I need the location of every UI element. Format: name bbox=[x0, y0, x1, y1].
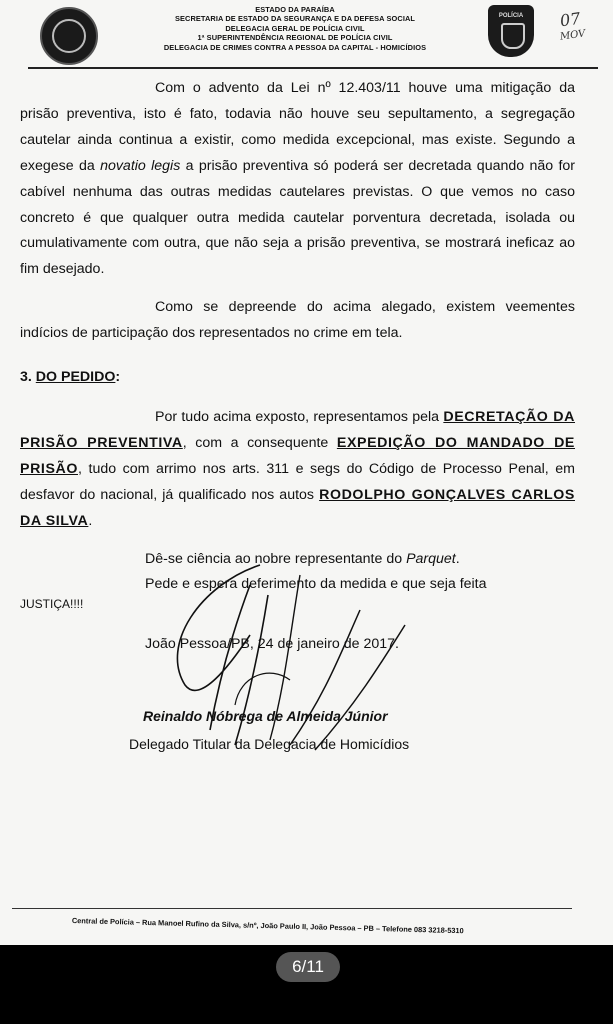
header-divider bbox=[28, 67, 598, 69]
header-line-4: 1ª SUPERINTENDÊNCIA REGIONAL DE POLÍCIA CIVIL bbox=[197, 33, 393, 43]
header-line-2: SECRETARIA DE ESTADO DA SEGURANÇA E DA DEFESA SOCIAL bbox=[174, 14, 416, 24]
expedicao-mandado: EXPEDIÇÃO DO MANDADO DE PRISÃO bbox=[20, 434, 576, 477]
ciencia-period: . bbox=[455, 550, 460, 567]
handwritten-note: MOV bbox=[559, 28, 587, 43]
ciencia-text: Dê-se ciência ao nobre representante do bbox=[145, 550, 407, 567]
header-line-1: ESTADO DA PARAÍBA bbox=[255, 5, 335, 14]
paragraph-indicios: Como se depreende do acima alegado, existem veementes indícios de participação dos representados no crime em tela. bbox=[20, 299, 575, 342]
paragraph-1-text: Com o advento da Lei nº 12.403/11 houve uma mitigação da prisão preventiva, isto é fato, todavia não houve seu sepultamento, a segregação cautelar ainda continua a existir, como medida excepcional, mas existe. Segundo a exegese da bbox=[20, 80, 575, 174]
state-seal-icon bbox=[40, 7, 98, 65]
pedido-connector: , com a consequente bbox=[182, 434, 337, 451]
handwritten-signature-icon bbox=[140, 555, 440, 755]
defendant-name: RODOLPHO GONÇALVES CARLOS DA SILVA bbox=[20, 486, 575, 529]
section-colon: : bbox=[115, 369, 121, 386]
decretacao-prisao: DECRETAÇÃO DA PRISÃO PREVENTIVA bbox=[20, 408, 575, 451]
section-number: 3. bbox=[20, 369, 36, 386]
justica-text: JUSTIÇA!!!! bbox=[20, 597, 84, 612]
signatory-role: Delegado Titular da Delegacia de Homicídios bbox=[129, 736, 410, 752]
pedido-legal-basis: , tudo com arrimo nos arts. 311 e segs do Código de Processo Penal, em desfavor do nacional, já qualificado nos autos bbox=[20, 460, 575, 503]
document-header bbox=[0, 0, 613, 72]
paragraph-prisao-preventiva bbox=[20, 76, 575, 283]
handwritten-page-number: 07 bbox=[558, 8, 582, 31]
paragraph-1-end: a prisão preventiva só poderá ser decretada quando não for cabível nenhuma das outras medidas cautelares previstas. O que vemos no caso concreto é que qualquer outra medida cautelar porventura decretada, isolada ou cumulativamente com outra, que não seja a prisão preventiva, se mostrará ineficaz ao fim desejado. bbox=[20, 157, 576, 278]
paragraph-deferimento: Pede e espera deferimento da medida e que seja feita bbox=[145, 576, 487, 593]
header-line-3: DELEGACIA GERAL DE POLÍCIA CIVIL bbox=[225, 23, 365, 33]
pedido-period: . bbox=[88, 512, 93, 529]
header-institution bbox=[110, 5, 480, 52]
paragraph-pedido bbox=[20, 405, 575, 535]
section-title: DO PEDIDO bbox=[35, 369, 116, 386]
document-date: João Pessoa/PB, 24 de janeiro de 2017. bbox=[145, 636, 399, 653]
section-heading bbox=[20, 365, 575, 391]
novatio-legis-term: novatio legis bbox=[100, 157, 181, 174]
badge-text: POLÍCIA bbox=[498, 13, 524, 19]
footer-divider bbox=[12, 908, 572, 909]
parquet-term: Parquet bbox=[406, 550, 456, 567]
police-badge-icon bbox=[488, 5, 534, 57]
footer-address: Central de Polícia – Rua Manoel Rufino da Silva, s/nº, João Paulo II, João Pessoa – PB – Telefone 083 3218-5310 bbox=[71, 916, 464, 936]
signatory-name: Reinaldo Nóbrega de Almeida Júnior bbox=[143, 708, 388, 724]
header-line-5: DELEGACIA DE CRIMES CONTRA A PESSOA DA CAPITAL - HOMICÍDIOS bbox=[163, 42, 427, 52]
page-indicator: 6/11 bbox=[276, 952, 340, 982]
pedido-intro: Por tudo acima exposto, representamos pela bbox=[155, 408, 444, 425]
